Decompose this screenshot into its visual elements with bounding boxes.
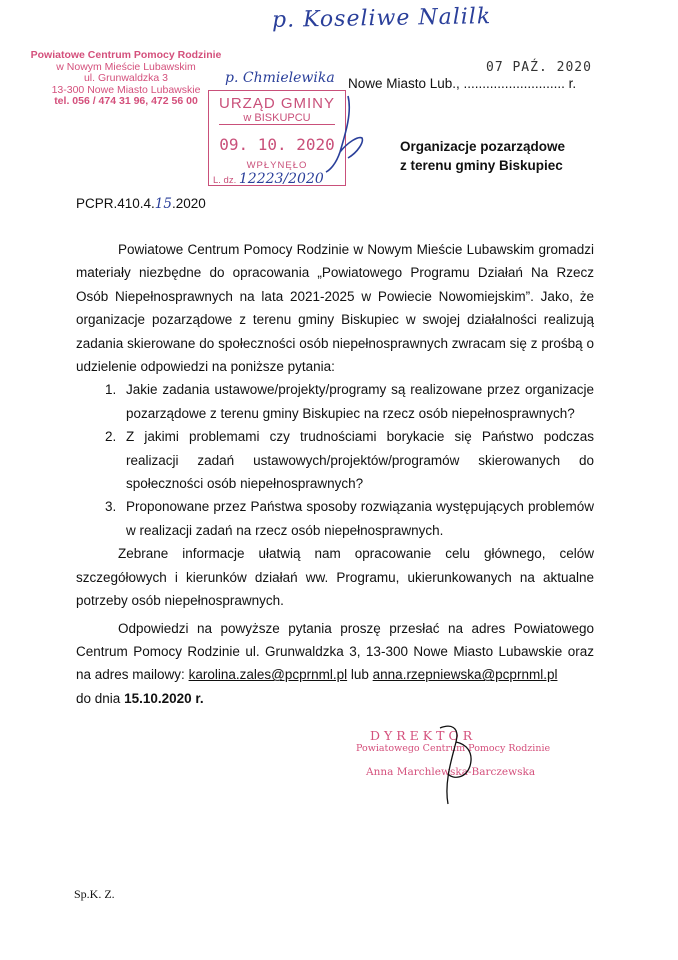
email-link-anna[interactable]: anna.rzepniewska@pcprnml.pl xyxy=(372,667,558,683)
deadline-line xyxy=(76,687,594,710)
instructions-paragraph xyxy=(76,617,594,687)
recipient-block xyxy=(400,137,565,175)
intro-paragraph: Powiatowe Centrum Pomocy Rodzinie w Nowym Mieście Lubawskim gromadzi materiały niezbędne do opracowania „Powiatowego Programu Działań Na Rzecz Osób Niepełnosprawnych na lata 2021-2025 w Powiecie Nowomiejskim”. Jako, że organizacje pozarządowe z terenu gminy Biskupiec w swojej działalności realizują zadania skierowane do społeczności osób niepełnosprawnych zwracam się z prośbą o udzielenie odpowiedzi na poniższe pytania: xyxy=(76,242,594,375)
purpose-paragraph: Zebrane informacje ułatwią nam opracowanie celu głównego, celów szczegółowych i kierunków działań ww. Programu, ukierunkowanych na aktualne potrzeby osób niepełnosprawnych. xyxy=(76,546,594,609)
recipient-line: z terenu gminy Biskupiec xyxy=(400,158,563,173)
instructions-text: Odpowiedzi na powyższe pytania proszę przesłać na adres Powiatowego Centrum Pomocy Rodzinie ul. Grunwaldzka 3, 13-300 Nowe Miasto Lubawskie oraz na adres mailowy: xyxy=(76,620,594,683)
signature-org: Powiatowego Centrum Pomocy Rodzinie xyxy=(356,743,551,754)
signature-scrawl-icon xyxy=(430,722,490,812)
reference-suffix: .2020 xyxy=(171,196,206,211)
office-stamp-location: w BISKUPCU xyxy=(219,112,335,125)
sender-stamp-line: tel. 056 / 474 31 96, 472 56 00 xyxy=(54,95,198,107)
question-list xyxy=(76,378,594,542)
sender-stamp-line: ul. Grunwaldzka 3 xyxy=(83,72,169,84)
or-word: lub xyxy=(350,667,369,683)
office-stamp-reg-label: L. dz. xyxy=(213,175,237,186)
sender-stamp-line: Powiatowe Centrum Pomocy Rodzinie xyxy=(30,49,222,61)
signature-title: DYREKTOR xyxy=(370,728,477,743)
office-stamp-name: URZĄD GMINY xyxy=(219,95,335,112)
date-stamp: 07 PAŹ. 2020 xyxy=(486,60,592,75)
question-item: 2. Z jakimi problemami czy trudnościami borykacie się Państwo podczas realizacji zadań ustawowych/projektów/programów skierowanych do społeczności osób niepełnosprawnych? xyxy=(120,425,594,495)
office-stamp-received-label: WPŁYNĘŁO xyxy=(246,160,308,171)
sender-stamp-line: 13-300 Nowe Miasto Lubawskie xyxy=(51,83,201,96)
handwritten-name: p. Chmielewika xyxy=(225,70,335,86)
handwritten-mark-icon xyxy=(318,92,368,192)
deadline-prefix: do dnia xyxy=(76,690,121,706)
handwritten-note-top: p. Koseliwe Nalilk xyxy=(271,4,492,33)
office-stamp-reg-number: 12223/2020 xyxy=(238,171,324,187)
footer-initials: Sp.K. Z. xyxy=(74,887,115,901)
question-item: 3. Proponowane przez Państwa sposoby rozwiązania występujących problemów w realizacji zadań na rzecz osób niepełnosprawnych. xyxy=(120,495,594,542)
reference-prefix: PCPR.410.4. xyxy=(76,196,155,211)
reference-handwritten: 15 xyxy=(154,196,172,212)
sender-stamp xyxy=(28,50,224,108)
place-date-line: Nowe Miasto Lub., ........................... r. xyxy=(348,76,577,91)
office-stamp-date: 09. 10. 2020 xyxy=(219,135,335,154)
deadline-value: 15.10.2020 r. xyxy=(124,690,204,706)
email-link-karolina[interactable]: karolina.zales@pcprnml.pl xyxy=(188,667,348,683)
question-item: 1. Jakie zadania ustawowe/projekty/programy są realizowane przez organizacje pozarządowe z terenu gminy Biskupiec na rzecz osób niepełnosprawnych? xyxy=(120,378,594,425)
recipient-line: Organizacje pozarządowe xyxy=(400,139,566,154)
sender-stamp-line: w Nowym Mieście Lubawskim xyxy=(56,60,196,73)
signature-name: Anna Marchlewska-Barczewska xyxy=(366,766,536,778)
reference-number xyxy=(76,196,206,212)
letter-body xyxy=(76,238,594,710)
